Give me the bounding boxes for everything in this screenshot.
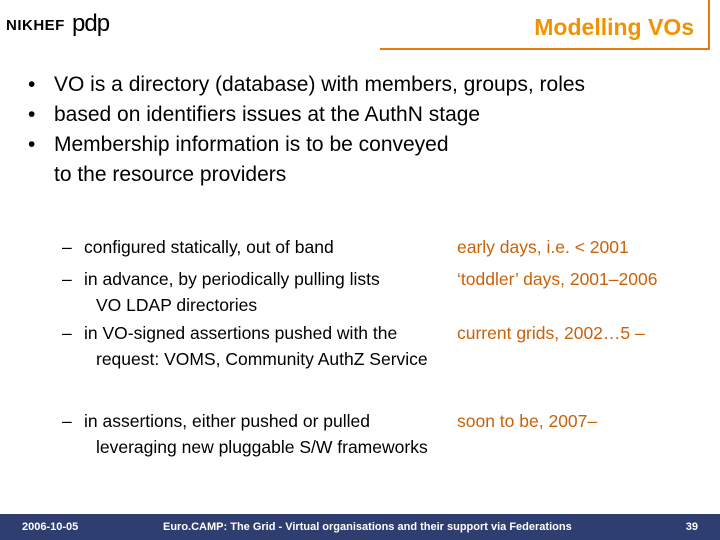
main-bullet-list	[28, 70, 698, 190]
slide-title: Modelling VOs	[534, 14, 694, 40]
page-number: 39	[685, 521, 698, 533]
bullet-text: VO is a directory (database) with members, groups, roles	[54, 73, 586, 96]
logo-pdp-text: pdp	[72, 10, 110, 37]
sub-item-period: early days, i.e. < 2001	[457, 237, 629, 257]
sub-item-text: in VO-signed assertions pushed with the	[84, 323, 398, 343]
sub-item-period: current grids, 2002…5 –	[457, 323, 645, 343]
dash-icon: –	[62, 411, 72, 431]
sub-item-continuation: leveraging new pluggable S/W frameworks	[96, 437, 428, 457]
dash-icon: –	[62, 237, 72, 257]
title-frame	[380, 0, 710, 50]
footer-title: Euro.CAMP: The Grid - Virtual organisations and their support via Federations	[163, 521, 572, 533]
sub-item-continuation: request: VOMS, Community AuthZ Service	[96, 349, 428, 369]
sub-item	[62, 320, 702, 346]
bullet-item	[28, 70, 698, 100]
dash-icon: –	[62, 323, 72, 343]
nikhef-pdp-logo	[6, 8, 116, 42]
dash-icon: –	[62, 269, 72, 289]
bullet-item	[28, 100, 698, 130]
sub-bullet-list	[62, 234, 702, 460]
sub-item-text: in assertions, either pushed or pulled	[84, 411, 371, 431]
sub-item-period: soon to be, 2007–	[457, 411, 598, 431]
sub-item-continuation: VO LDAP directories	[96, 295, 258, 315]
bullet-icon: •	[28, 73, 36, 96]
sub-item	[62, 266, 702, 292]
sub-item-text: in advance, by periodically pulling lists	[84, 269, 380, 289]
sub-item-text: configured statically, out of band	[84, 237, 334, 257]
sub-item	[62, 408, 702, 434]
footer-bar	[0, 514, 720, 540]
sub-item-period: ‘toddler’ days, 2001–2006	[457, 269, 658, 289]
bullet-icon: •	[28, 103, 36, 126]
bullet-item	[28, 130, 698, 190]
bullet-icon: •	[28, 133, 36, 156]
bullet-text: based on identifiers issues at the AuthN stage	[54, 103, 481, 126]
sub-item	[62, 234, 702, 260]
logo-nikhef-text: NIKHEF	[6, 17, 65, 34]
bullet-text: Membership information is to be conveyed to the resource providers	[54, 133, 449, 186]
footer-date: 2006-10-05	[22, 521, 79, 533]
